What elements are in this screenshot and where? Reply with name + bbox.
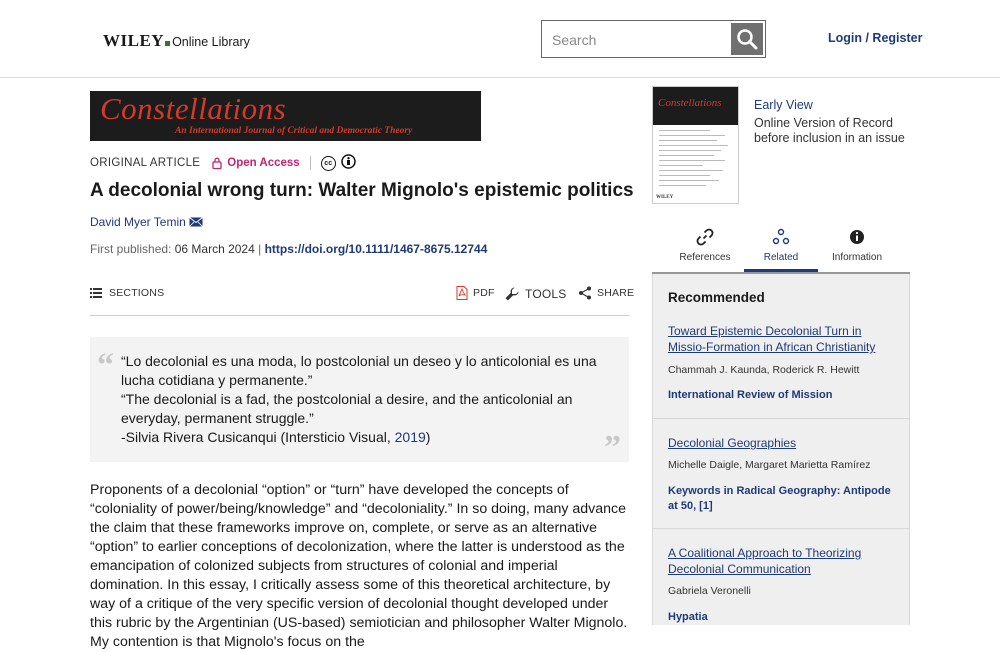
active-tab-indicator [744, 269, 818, 272]
wrench-icon [504, 286, 520, 302]
open-access-badge [212, 157, 299, 169]
recommended-title-link[interactable]: Decolonial Geographies [668, 436, 797, 450]
cover-contents [653, 125, 738, 195]
logo-product: Online Library [172, 35, 250, 49]
logo-brand: WILEY [103, 31, 165, 50]
article-toolbar [90, 284, 635, 316]
citation-year-link[interactable]: 2019 [394, 429, 426, 445]
quote-text [121, 352, 601, 447]
recommended-item [653, 528, 909, 625]
link-icon [696, 228, 714, 246]
recommended-item [653, 310, 909, 418]
sections-button[interactable] [90, 287, 164, 299]
recommended-journal-link[interactable]: International Review of Mission [668, 389, 833, 401]
share-label: SHARE [597, 287, 635, 299]
pdf-icon [456, 286, 468, 300]
article-type: ORIGINAL ARTICLE [90, 157, 201, 169]
early-view-line-1: Online Version of Record [754, 115, 893, 130]
publication-info [90, 242, 487, 256]
share-icon [578, 286, 592, 300]
recommended-title-link[interactable]: Toward Epistemic Decolonial Turn in Missio-Formation in African Christianity [668, 324, 876, 354]
divider [310, 156, 311, 170]
info-icon [848, 228, 866, 246]
wiley-logo[interactable] [103, 31, 250, 51]
close-quote-mark: ” [604, 429, 621, 466]
share-button[interactable] [578, 286, 634, 300]
tools-label: TOOLS [525, 287, 567, 301]
logo-dot [165, 41, 170, 46]
search-button[interactable] [731, 23, 763, 55]
search-input[interactable] [552, 30, 727, 50]
recommended-authors: Chammah J. Kaunda, Roderick R. Hewitt [668, 364, 860, 376]
tab-related-label: Related [763, 252, 799, 263]
recommended-authors: Gabriela Veronelli [668, 585, 751, 597]
related-nodes-icon [772, 228, 790, 246]
search-icon [736, 28, 758, 50]
pipe-separator: | [258, 242, 265, 256]
site-header [0, 0, 1000, 78]
tab-references[interactable] [666, 222, 744, 274]
creative-commons-icon[interactable]: cc [321, 156, 336, 171]
sidebar-tabs [652, 222, 910, 274]
open-access-label: Open Access [227, 157, 300, 169]
search-box [541, 20, 766, 58]
recommended-journal-link[interactable]: Hypatia [668, 611, 708, 623]
recommended-title-link[interactable]: A Coalitional Approach to Theorizing Decolonial Communication [668, 546, 862, 576]
quote-spanish: “Lo decolonial es una moda, lo postcolonial un deseo y lo anticolonial es una lucha cotidiana y permanente.” [121, 353, 597, 388]
recommended-authors: Michelle Daigle, Margaret Marietta Ramírez [668, 459, 871, 471]
tab-information[interactable] [818, 222, 896, 274]
list-icon [90, 288, 102, 298]
banner-title: Constellations [100, 91, 287, 126]
recommended-journal-link[interactable]: Keywords in Radical Geography: Antipode at 50, [1] [668, 485, 891, 512]
abstract-paragraph: Proponents of a decolonial “option” or “turn” have developed the concepts of “coloniality of power/being/knowledge” and “decoloniality.” In so doing, many advance the claim that these frameworks improve on, complete, or serve as an alternative “option” to earlier conceptions of decolonization, where the latter is understood as the emancipation of colonized subjects from structures of colonial and imperial domination. In this essay, I critically assess some of this theoretical architecture, by way of a critique of the very specific version of decolonial thought developed under this rubric by the Argentinian (US-based) semiotician and philosopher Walter Mignolo. My contention is that Mignolo's focus on the [90, 482, 628, 650]
cover-header [653, 87, 738, 125]
first-published-label: First published: [90, 242, 172, 256]
cover-title: Constellations [658, 97, 722, 109]
author-link[interactable]: David Myer Temin [90, 215, 186, 229]
article-meta-row [90, 155, 356, 171]
sections-label: SECTIONS [109, 287, 165, 299]
pdf-label: PDF [473, 287, 495, 299]
article-title: A decolonial wrong turn: Walter Mignolo's epistemic politics [90, 180, 634, 201]
early-view-info [754, 98, 914, 147]
recommended-item [653, 418, 909, 528]
banner-subtitle: An International Journal of Critical and Democratic Theory [175, 126, 413, 136]
cover-publisher: WILEY [656, 195, 674, 200]
lock-open-icon [212, 157, 222, 169]
tab-information-label: Information [831, 252, 883, 263]
journal-cover-thumbnail[interactable] [652, 86, 739, 204]
pdf-button[interactable] [456, 286, 495, 300]
first-published-date: 06 March 2024 [174, 242, 255, 256]
recommended-heading: Recommended [668, 290, 765, 305]
quote-attribution: -Silvia Rivera Cusicanqui (Intersticio Visual, 2019) [121, 429, 431, 445]
journal-banner[interactable] [90, 91, 481, 141]
early-view-label[interactable]: Early View [754, 98, 813, 112]
tab-related[interactable] [744, 222, 818, 274]
tab-references-label: References [679, 252, 731, 263]
epigraph-quote [90, 337, 629, 466]
open-quote-mark: “ [97, 347, 114, 384]
quote-english: “The decolonial is a fad, the postcolonial a desire, and the anticolonial an everyday, permanent struggle.” [121, 391, 573, 426]
author-line [90, 215, 203, 229]
tools-button[interactable] [504, 286, 566, 302]
early-view-line-2: before inclusion in an issue [754, 131, 905, 145]
doi-link[interactable]: https://doi.org/10.1111/1467-8675.12744 [264, 242, 488, 256]
attribution-icon[interactable] [341, 154, 356, 172]
email-icon[interactable] [189, 217, 203, 227]
recommended-panel [652, 274, 910, 625]
login-register-link[interactable]: Login / Register [828, 31, 923, 45]
